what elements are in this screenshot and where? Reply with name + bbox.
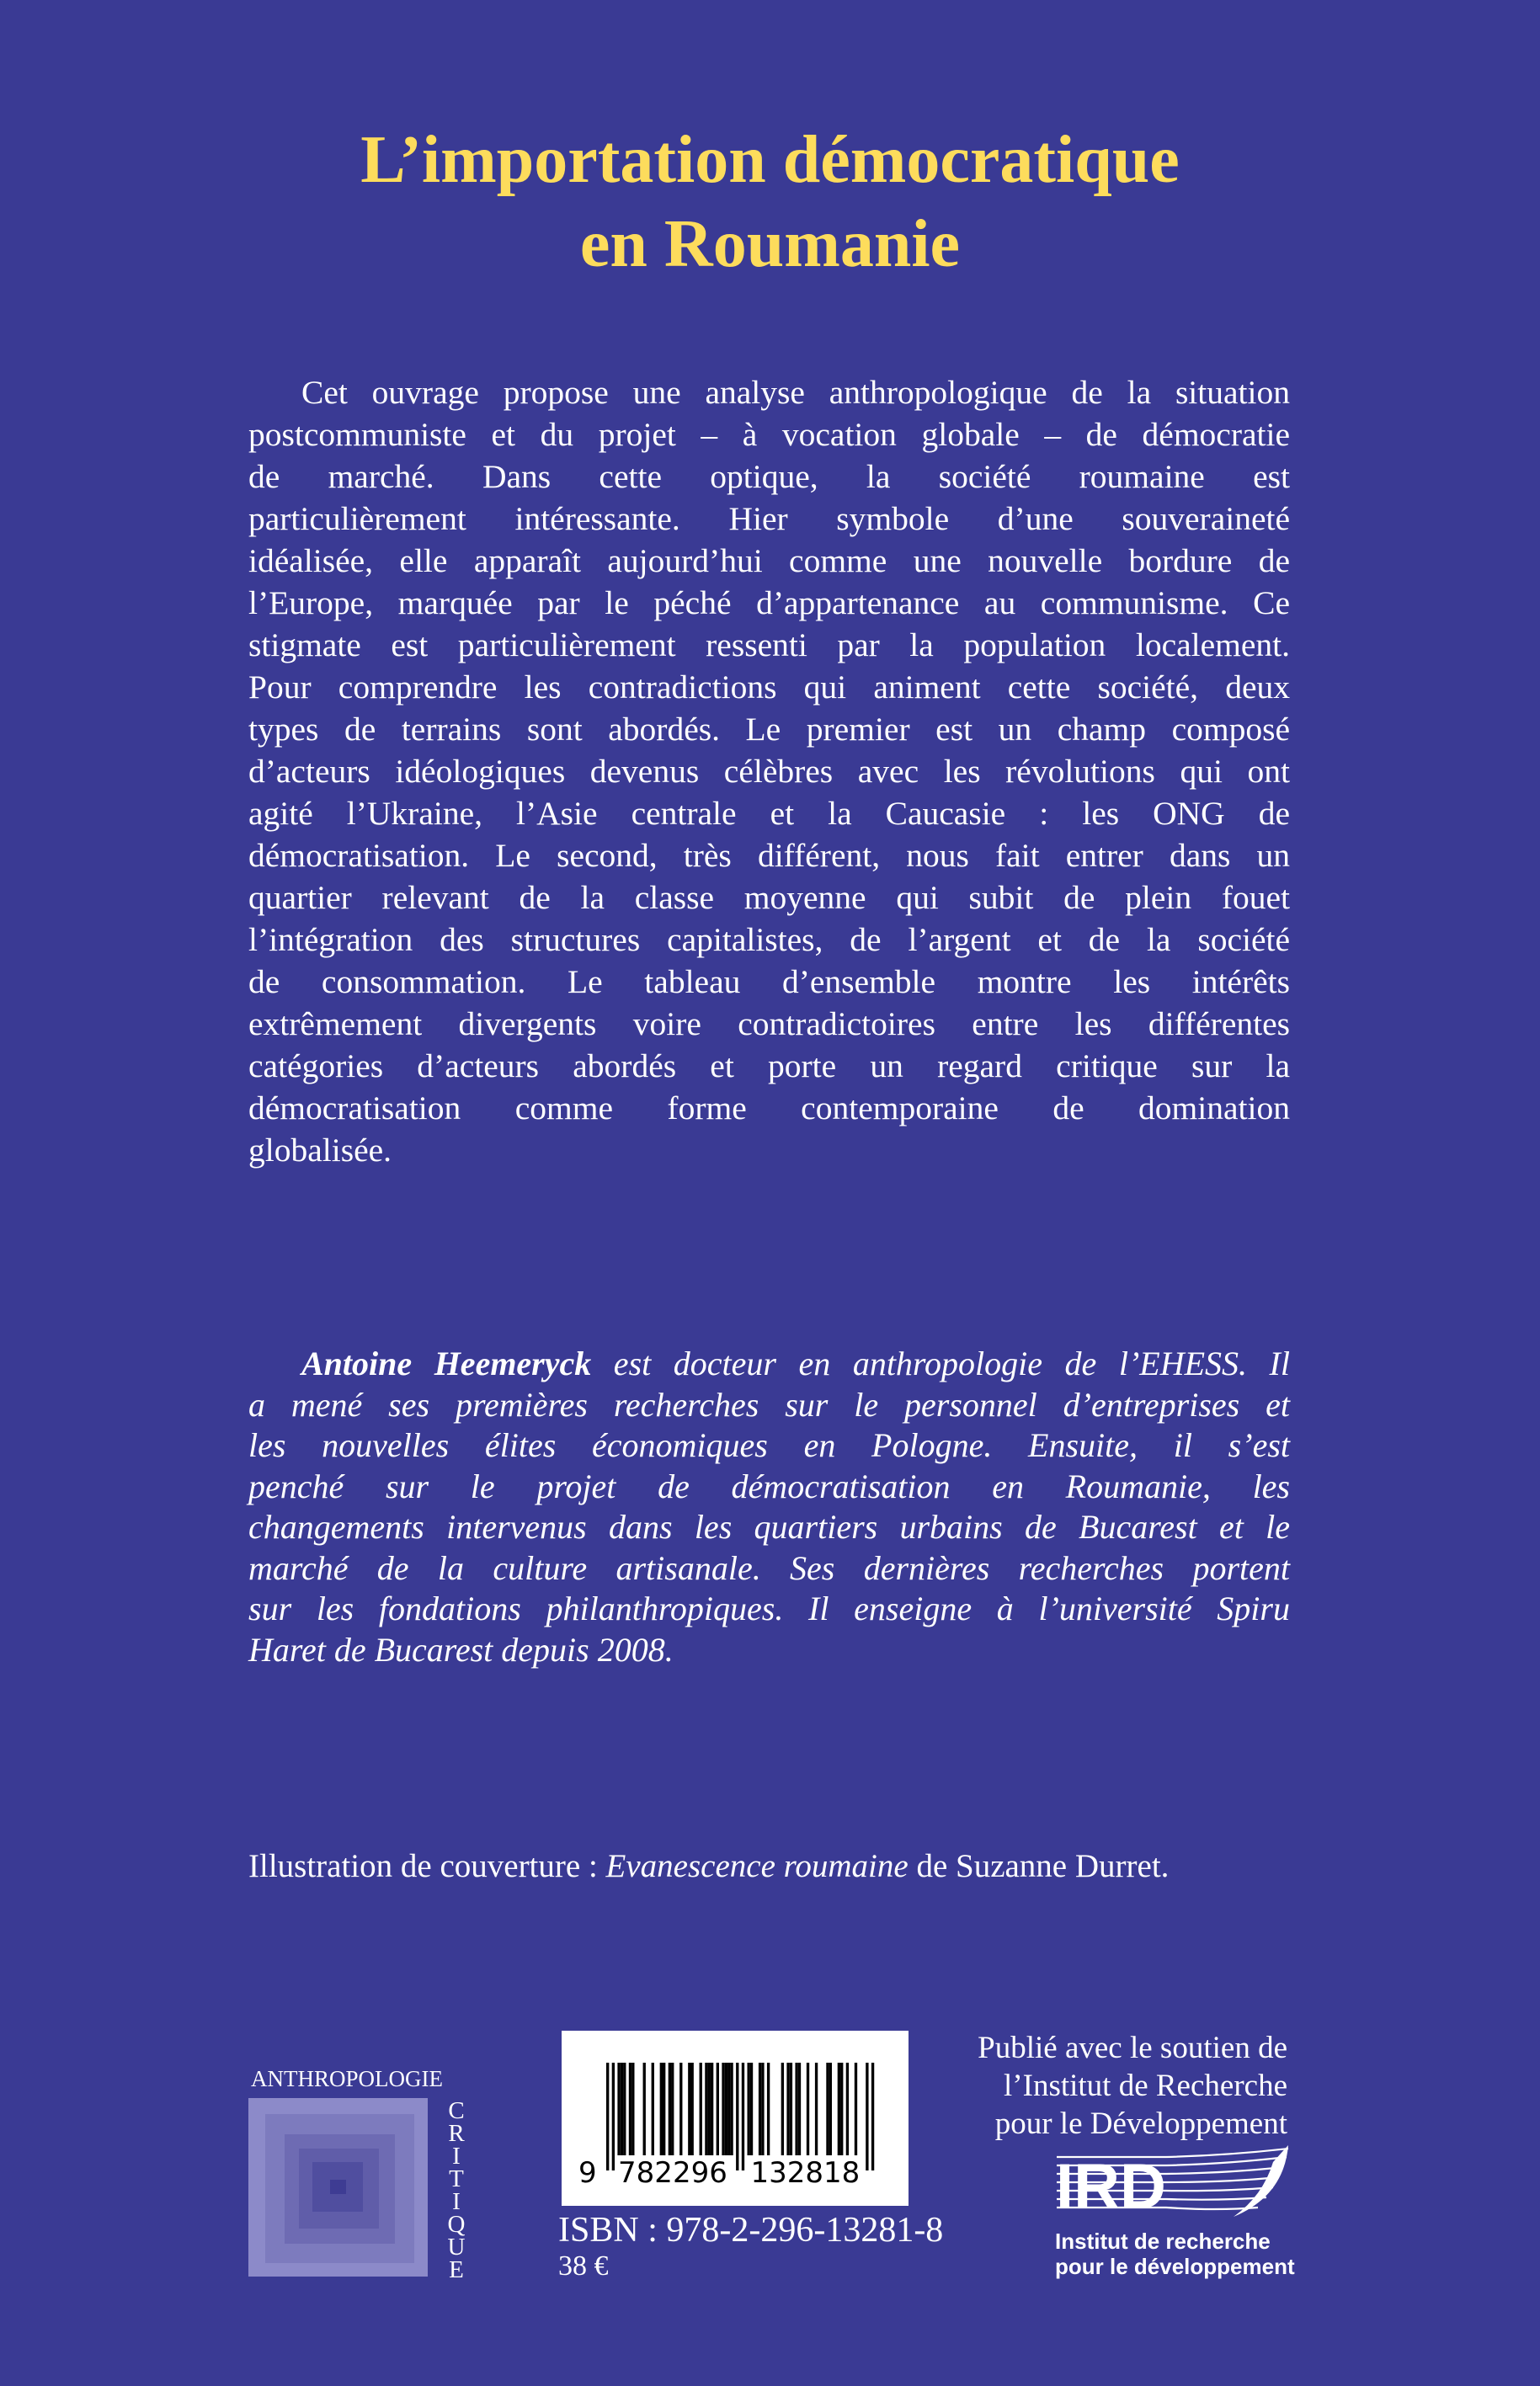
barcode-bar	[838, 2063, 840, 2155]
summary-line: globalisée.	[248, 1132, 392, 1169]
barcode-bar	[750, 2063, 753, 2155]
barcode-bar	[826, 2063, 829, 2155]
summary-line: agité l’Ukraine, l’Asie centrale et la Caucasie : les ONG de	[248, 795, 1290, 832]
barcode-bar	[652, 2063, 654, 2155]
credit-suffix: de Suzanne Durret.	[908, 1848, 1170, 1884]
author-bio-first-line: est docteur en anthropologie de l’EHESS. Il	[591, 1345, 1290, 1382]
barcode-digit-first: 9	[578, 2156, 597, 2190]
barcode-bar	[679, 2063, 682, 2155]
barcode-bar	[781, 2063, 784, 2155]
author-bio-line: changements intervenus dans les quartiers urbains de Bucarest et le	[248, 1508, 1290, 1546]
ird-subtitle-line-1: Institut de recherche	[1055, 2229, 1271, 2254]
author-bio-line: les nouvelles élites économiques en Pologne. Ensuite, il s’est	[248, 1426, 1290, 1464]
barcode-bar	[730, 2063, 733, 2155]
ird-subtitle	[1055, 2229, 1295, 2279]
summary-line: stigmate est particulièrement ressenti par la population localement.	[248, 626, 1290, 663]
barcode-bar	[736, 2063, 738, 2170]
barcode-bar	[748, 2063, 750, 2155]
barcode-bar	[725, 2063, 727, 2155]
author-bio-paragraph	[248, 1344, 1290, 1670]
barcode-bar	[711, 2063, 713, 2155]
series-logo-title: ANTHROPOLOGIE	[251, 2066, 443, 2091]
summary-paragraph	[248, 371, 1290, 1171]
barcode-bar	[623, 2063, 626, 2155]
barcode-bar	[742, 2063, 744, 2170]
ird-logo	[1052, 2145, 1292, 2221]
summary-line: catégories d’acteurs abordés et porte un regard critique sur la	[248, 1047, 1290, 1084]
summary-line: idéalisée, elle apparaît aujourd’hui comme une nouvelle bordure de	[248, 542, 1290, 579]
author-bio-line: marché de la culture artisanale. Ses dernières recherches portent	[248, 1548, 1290, 1587]
barcode-digits-right: 132818	[750, 2156, 861, 2190]
barcode-bar	[798, 2063, 801, 2155]
author-bio-line: sur les fondations philanthropiques. Il enseigne à l’université Spiru	[248, 1590, 1290, 1627]
book-title-line-2: en Roumanie	[579, 207, 961, 281]
barcode-bar	[759, 2063, 761, 2155]
barcode-bar	[840, 2063, 843, 2155]
summary-line: quartier relevant de la classe moyenne qui subit de plein fouet	[248, 879, 1290, 916]
barcode-bar	[786, 2063, 789, 2155]
support-line: l’Institut de Recherche	[1004, 2069, 1287, 2103]
barcode-bar	[829, 2063, 832, 2155]
summary-line: l’Europe, marquée par le péché d’appartenance au communisme. Ce	[248, 584, 1290, 621]
summary-line: démocratisation. Le second, très différent, nous fait entrer dans un	[248, 837, 1290, 874]
barcode-bar	[629, 2063, 631, 2155]
ird-mark: IRD	[1056, 2151, 1166, 2221]
book-title-line-1: L’importation démocratique	[360, 123, 1180, 197]
ird-subtitle-line-2: pour le développement	[1055, 2254, 1295, 2279]
barcode	[562, 2031, 909, 2206]
support-line: pour le Développement	[994, 2106, 1287, 2141]
barcode-bar	[631, 2063, 634, 2155]
summary-line: postcommuniste et du projet – à vocation globale – de démocratie	[248, 416, 1290, 453]
barcode-bar	[722, 2063, 724, 2155]
credit-work-title: Evanescence roumaine	[605, 1848, 909, 1884]
barcode-bar	[705, 2063, 707, 2155]
barcode-bar	[790, 2063, 792, 2155]
summary-line: extrêmement divergents voire contradictoires entre les différentes	[248, 1005, 1290, 1042]
support-line: Publié avec le soutien de	[978, 2031, 1287, 2065]
summary-line: particulièrement intéressante. Hier symbole d’une souveraineté	[248, 500, 1290, 537]
barcode-bar	[761, 2063, 764, 2155]
credit-prefix: Illustration de couverture :	[248, 1848, 606, 1884]
barcode-bar	[846, 2063, 849, 2155]
barcode-bar	[643, 2063, 646, 2155]
barcode-bar	[700, 2063, 702, 2155]
summary-line: Pour comprendre les contradictions qui animent cette société, deux	[248, 668, 1290, 706]
barcode-bar	[717, 2063, 719, 2155]
barcode-bar	[815, 2063, 818, 2155]
barcode-bar	[795, 2063, 797, 2155]
barcode-bar	[688, 2063, 690, 2155]
barcode-bar	[807, 2063, 809, 2155]
summary-line: démocratisation comme forme contemporaine de domination	[248, 1089, 1290, 1126]
barcode-bar	[691, 2063, 694, 2155]
barcode-bar	[606, 2063, 609, 2170]
barcode-bar	[727, 2063, 730, 2155]
barcode-bar	[855, 2063, 857, 2155]
barcode-bar	[660, 2063, 663, 2155]
summary-line: types de terrains sont abordés. Le premier est un champ composé	[248, 711, 1290, 748]
isbn-number: ISBN : 978-2-296-13281-8	[558, 2211, 944, 2250]
summary-line: Cet ouvrage propose une analyse anthropologique de la situation	[301, 374, 1290, 411]
barcode-bar	[612, 2063, 615, 2170]
author-bio-line: penché sur le projet de démocratisation en Roumanie, les	[248, 1467, 1290, 1505]
author-name: Antoine Heemeryck	[301, 1345, 592, 1382]
series-logo-side-text: C R I T I Q U E	[447, 2097, 466, 2283]
support-statement	[978, 2029, 1287, 2143]
summary-line: d’acteurs idéologiques devenus célèbres avec les révolutions qui ont	[248, 753, 1290, 790]
barcode-bar	[621, 2063, 623, 2155]
barcode-bar	[663, 2063, 665, 2155]
author-bio-line: a mené ses premières recherches sur le personnel d’entreprises et	[248, 1385, 1290, 1424]
barcode-bar	[617, 2063, 620, 2155]
barcode-bar	[871, 2063, 874, 2170]
author-bio-line: Haret de Bucarest depuis 2008.	[248, 1630, 674, 1669]
barcode-bar	[866, 2063, 868, 2170]
cover-credit	[248, 1845, 1169, 1888]
barcode-bar	[767, 2063, 770, 2155]
barcode-digits-left: 782296	[618, 2156, 727, 2190]
barcode-bar	[669, 2063, 671, 2155]
barcode-bars	[562, 2031, 909, 2206]
summary-line: de marché. Dans cette optique, la société roumaine est	[248, 458, 1290, 495]
price: 38 €	[558, 2250, 609, 2282]
summary-line: l’intégration des structures capitalistes, de l’argent et de la société	[248, 921, 1290, 958]
barcode-bar	[671, 2063, 674, 2155]
summary-line: de consommation. Le tableau d’ensemble montre les intérêts	[248, 963, 1290, 1000]
barcode-bar	[708, 2063, 711, 2155]
